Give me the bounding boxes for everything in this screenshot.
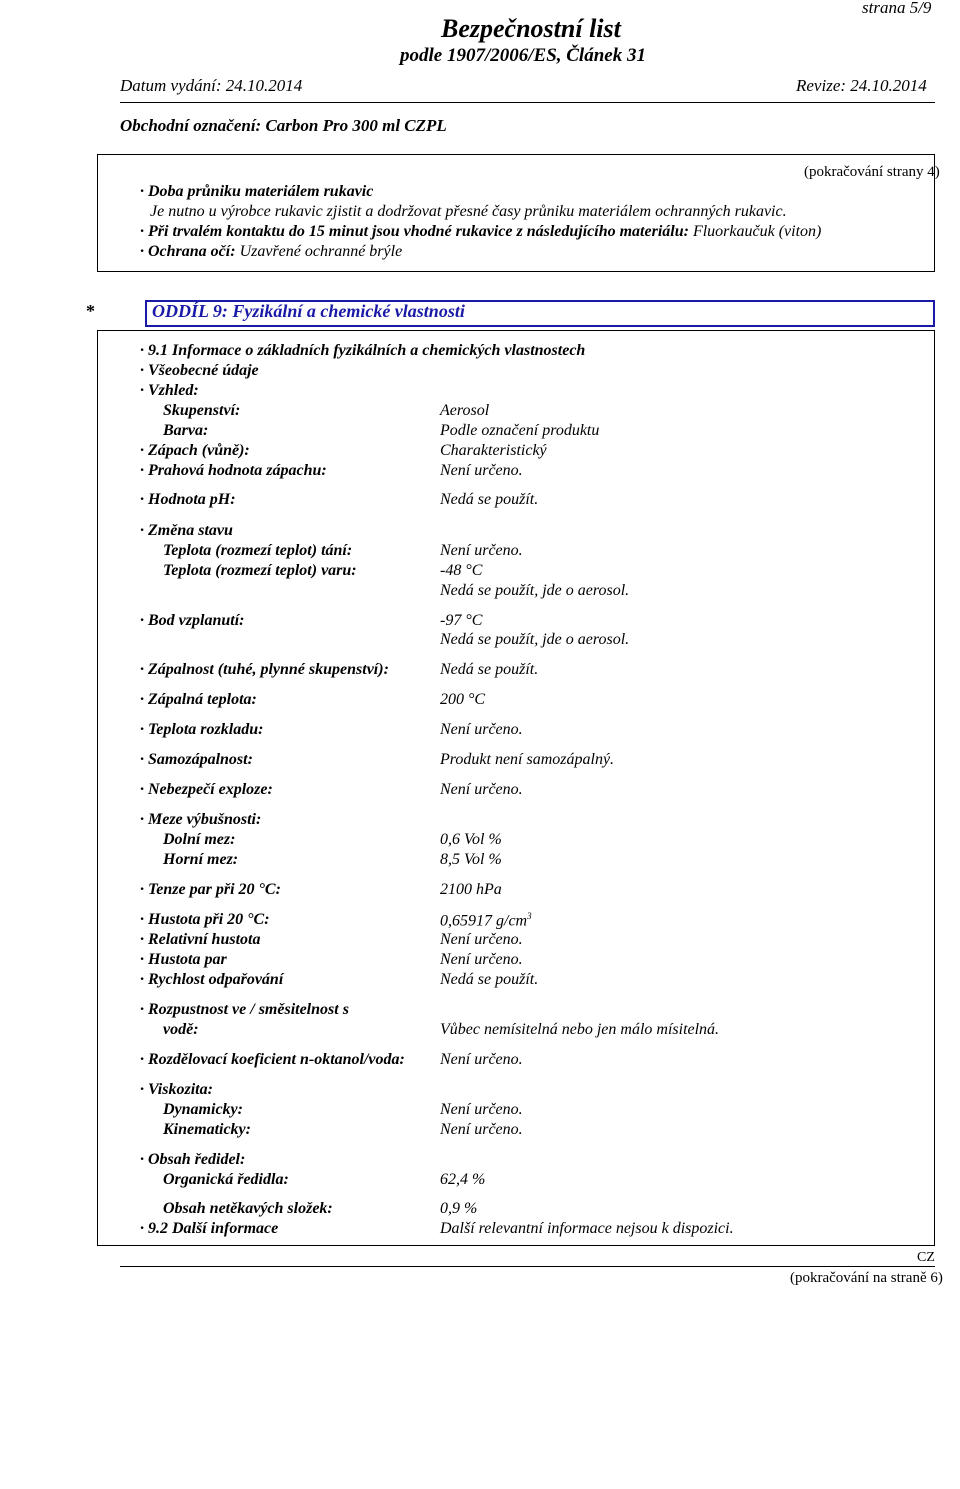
revision-date: Revize: 24.10.2014 [796, 76, 927, 95]
solvent-content: · Obsah ředidel: [140, 1151, 246, 1168]
page-number: strana 5/9 [862, 0, 932, 17]
language-code: CZ [917, 1250, 935, 1265]
appearance: · Vzhled: [140, 382, 199, 399]
explosive-limits: · Meze výbušnosti: [140, 811, 262, 828]
props-heading: · 9.1 Informace o základních fyzikálních a chemických vlastnostech [140, 342, 586, 359]
glove-breakthrough-line: · Doba průniku materiálem rukavic [140, 183, 374, 200]
header-divider [120, 102, 935, 103]
footer-divider [120, 1266, 935, 1267]
issue-date: Datum vydání: 24.10.2014 [120, 76, 303, 95]
section-title: ODDÍL 9: Fyzikální a chemické vlastnosti [152, 301, 465, 321]
document-title: Bezpečnostní list [441, 14, 621, 43]
glove-breakthrough-text: Je nutno u výrobce rukavic zjistit a dodržovat přesné časy průniku materiálem ochranných rukavic. [150, 203, 787, 220]
revision-star: * [86, 301, 95, 321]
document-subtitle: podle 1907/2006/ES, Článek 31 [400, 45, 646, 66]
continued-to-label: (pokračování na straně 6) [790, 1270, 943, 1286]
viscosity: · Viskozita: [140, 1081, 213, 1098]
trade-name: Obchodní označení: Carbon Pro 300 ml CZPL [120, 116, 447, 135]
eye-protection-line: · Ochrana očí: Uzavřené ochranné brýle [140, 243, 403, 260]
state-change: · Změna stavu [140, 522, 233, 539]
general-info: · Všeobecné údaje [140, 362, 259, 379]
glove-material-line: · Při trvalém kontaktu do 15 minut jsou vhodné rukavice z následujícího materiálu: Fluorkaučuk (viton) [140, 223, 822, 240]
continued-from-label: (pokračování strany 4) [804, 164, 940, 180]
